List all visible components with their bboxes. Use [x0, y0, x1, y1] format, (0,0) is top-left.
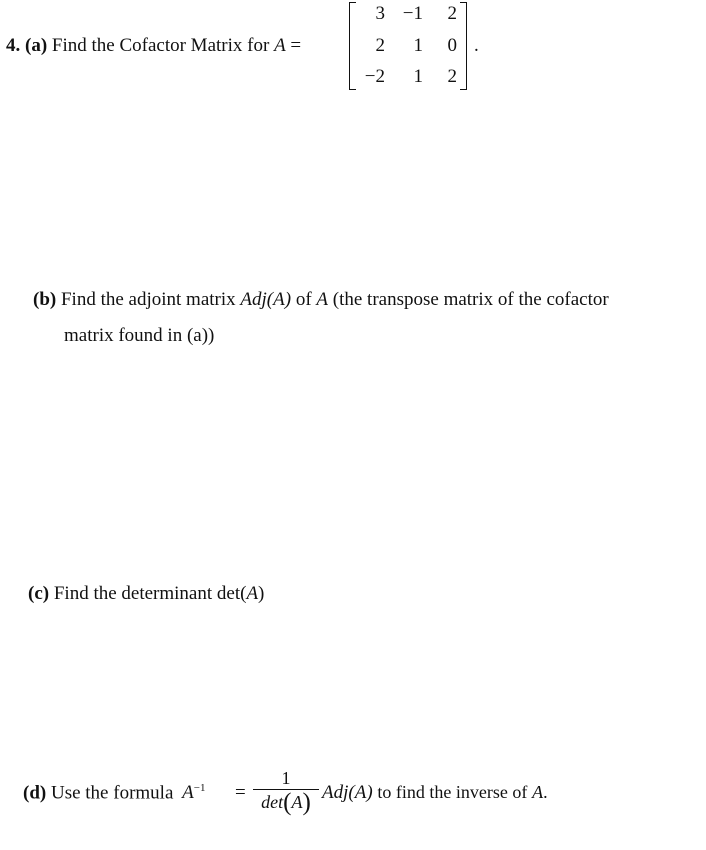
part-a-text: Find the Cofactor Matrix for: [51, 35, 270, 56]
part-d-text-1: Use the formula: [50, 782, 174, 804]
left-paren: (: [283, 789, 292, 816]
denominator-fn: det: [261, 792, 284, 812]
matrix-cell: 2: [447, 66, 457, 87]
matrix-cell: 3: [375, 3, 385, 24]
part-b-line-2: matrix found in (a)): [64, 325, 215, 346]
matrix-a: [349, 2, 467, 90]
part-d-line-right: [322, 782, 548, 804]
fraction: [253, 768, 319, 814]
part-c-close: ): [258, 583, 265, 604]
matrix-cell: 1: [413, 35, 423, 56]
matrix-cell: 1: [413, 66, 423, 87]
part-d-text-2: to find the inverse of: [377, 782, 528, 802]
problem-number: 4.: [6, 35, 21, 56]
part-a-var: A: [274, 35, 286, 56]
part-c-var: A: [246, 583, 259, 604]
fraction-denominator: [253, 791, 319, 814]
part-a-line: [6, 35, 301, 57]
matrix-cell: −2: [364, 66, 385, 87]
part-d-sup: −1: [193, 782, 206, 794]
part-c-line: [28, 583, 264, 605]
matrix-cell: 0: [447, 35, 457, 56]
fraction-numerator: 1: [281, 768, 291, 788]
part-d-line-left: [23, 782, 205, 804]
matrix-cell: −1: [402, 3, 423, 24]
part-d-eq: =: [235, 782, 246, 803]
denominator-arg: A: [291, 792, 303, 812]
part-a-period: .: [474, 35, 479, 56]
part-b-line-1: [33, 289, 609, 311]
part-a-label: (a): [25, 35, 48, 56]
part-c-label: (c): [28, 583, 50, 604]
part-b-text-3: (the transpose matrix of the cofactor: [332, 289, 609, 310]
part-b-label: (b): [33, 289, 57, 310]
part-a-eq: =: [290, 35, 302, 56]
part-b-text-2: of: [295, 289, 312, 310]
part-d-label: (d): [23, 782, 47, 804]
part-b-var: A: [316, 289, 329, 310]
part-d-var: A: [532, 782, 544, 802]
matrix-right-bracket: [460, 2, 467, 90]
part-b-adj: Adj(A): [240, 289, 292, 310]
part-b-text-1: Find the adjoint matrix: [60, 289, 236, 310]
part-d-lhs: A: [182, 782, 194, 804]
matrix-cell: 2: [375, 35, 385, 56]
part-d-adj: Adj(A): [322, 782, 373, 803]
part-d-period: .: [543, 782, 548, 802]
part-c-text: Find the determinant det(: [53, 583, 247, 604]
right-paren: ): [302, 789, 311, 816]
matrix-cell: 2: [447, 3, 457, 24]
